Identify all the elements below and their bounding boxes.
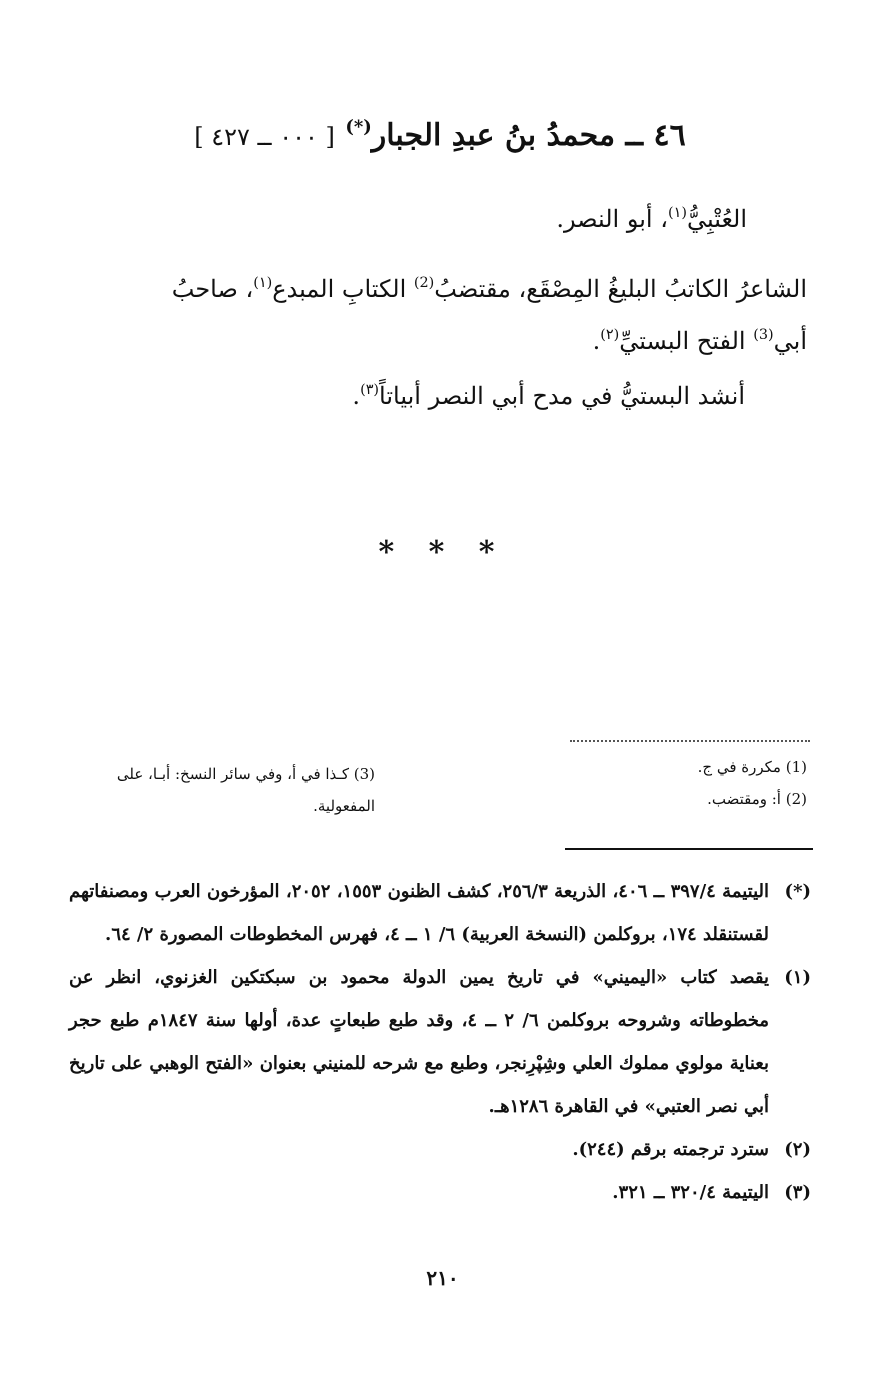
footnotes bbox=[69, 870, 811, 1214]
title-footnote-mark: (*) bbox=[345, 116, 372, 138]
footnote-text: اليتيمة ٣٩٧/٤ ــ ٤٠٦، الذريعة ٢٥٦/٣، كشف الظنون ١٥٥٣، ٢٠٥٢، المؤرخون العرب ومصنفاتهم لقستنقلد ١٧٤، بروكلمن (النسخة العربية) ٦/ ١ ــ ٤، فهرس المخطوطات المصورة ٢/ ٦٤. bbox=[69, 881, 770, 945]
body-line-3 bbox=[593, 327, 807, 355]
footnote-marker: (١) bbox=[784, 967, 811, 988]
apparatus-note-3: (3) كـذا في أ، وفي سائر النسخ: أبـا، على المفعولية. bbox=[116, 765, 375, 815]
footnote-ref: (١) bbox=[667, 204, 687, 221]
apparatus-note-2: (2) أ: ومقتضب. bbox=[707, 790, 807, 808]
footnote-marker: (٢) bbox=[784, 1139, 811, 1160]
body-text: . bbox=[592, 327, 601, 355]
entry-title bbox=[150, 118, 730, 153]
body-text: الشاعرُ الكاتبُ البليغُ المِصْقَع، مقتضبُ bbox=[434, 275, 807, 303]
footnote-marker: (*) bbox=[784, 881, 811, 902]
footnote-text: يقصد كتاب «اليميني» في تاريخ يمين الدولة محمود بن سبكتكين الغزنوي، انظر عن مخطوطاته وشروحه بروكلمن ٦/ ٢ ــ ٤، وقد طبع طبعاتٍ عدة، أولها سنة ١٨٤٧م طبع حجر بعناية مولوي مملوك العلي وشِپْرِنجر، وطبع مع شرحه للمنيني بعنوان «الفتح الوهبي على تاريخ أبي نصر العتبي» في القاهرة ١٢٨٦هـ. bbox=[69, 967, 769, 1117]
entry-title-text: ٤٦ ــ محمدُ بنُ عبدِ الجبار bbox=[371, 118, 686, 153]
footnote-text: اليتيمة ٣٢٠/٤ ــ ٣٢١. bbox=[612, 1182, 769, 1203]
footnote bbox=[69, 870, 811, 956]
body-text: . bbox=[352, 382, 361, 410]
body-text: ، صاحبُ bbox=[171, 275, 254, 303]
footnote-ref: (١) bbox=[253, 274, 273, 291]
page-number: ٢١٠ bbox=[426, 1266, 459, 1290]
body-line-1 bbox=[556, 205, 747, 233]
footnote bbox=[69, 1128, 811, 1171]
body-text: العُتْبِيُّ bbox=[686, 205, 747, 233]
footnote bbox=[69, 956, 811, 1128]
body-line-4 bbox=[352, 382, 745, 410]
body-text: الفتح البستيِّ bbox=[619, 327, 754, 355]
footnote-ref: (3) bbox=[753, 326, 774, 343]
entry-dates: [ ٠٠٠ ــ ٤٢٧ ] bbox=[194, 123, 335, 151]
body-text: ، أبو النصر. bbox=[556, 205, 668, 233]
body-line-2 bbox=[172, 275, 807, 303]
footnote-ref: (٣) bbox=[360, 381, 380, 398]
apparatus-divider bbox=[570, 740, 810, 742]
footnote-text: سترد ترجمته برقم (٢٤٤). bbox=[572, 1139, 769, 1160]
footnote-ref: (2) bbox=[413, 274, 435, 291]
body-text: أنشد البستيُّ في مدح أبي النصر أبياتاً bbox=[379, 382, 745, 410]
footnote-ref: (٢) bbox=[600, 326, 620, 343]
body-text: الكتابِ المبدع bbox=[272, 275, 414, 303]
body-text: أبي bbox=[773, 327, 807, 355]
footnote-marker: (٣) bbox=[784, 1182, 811, 1203]
section-separator: * * * bbox=[378, 535, 507, 570]
footnote bbox=[69, 1171, 811, 1214]
apparatus-note-1: (1) مكررة في ج. bbox=[697, 758, 807, 776]
footnote-divider bbox=[565, 848, 813, 850]
